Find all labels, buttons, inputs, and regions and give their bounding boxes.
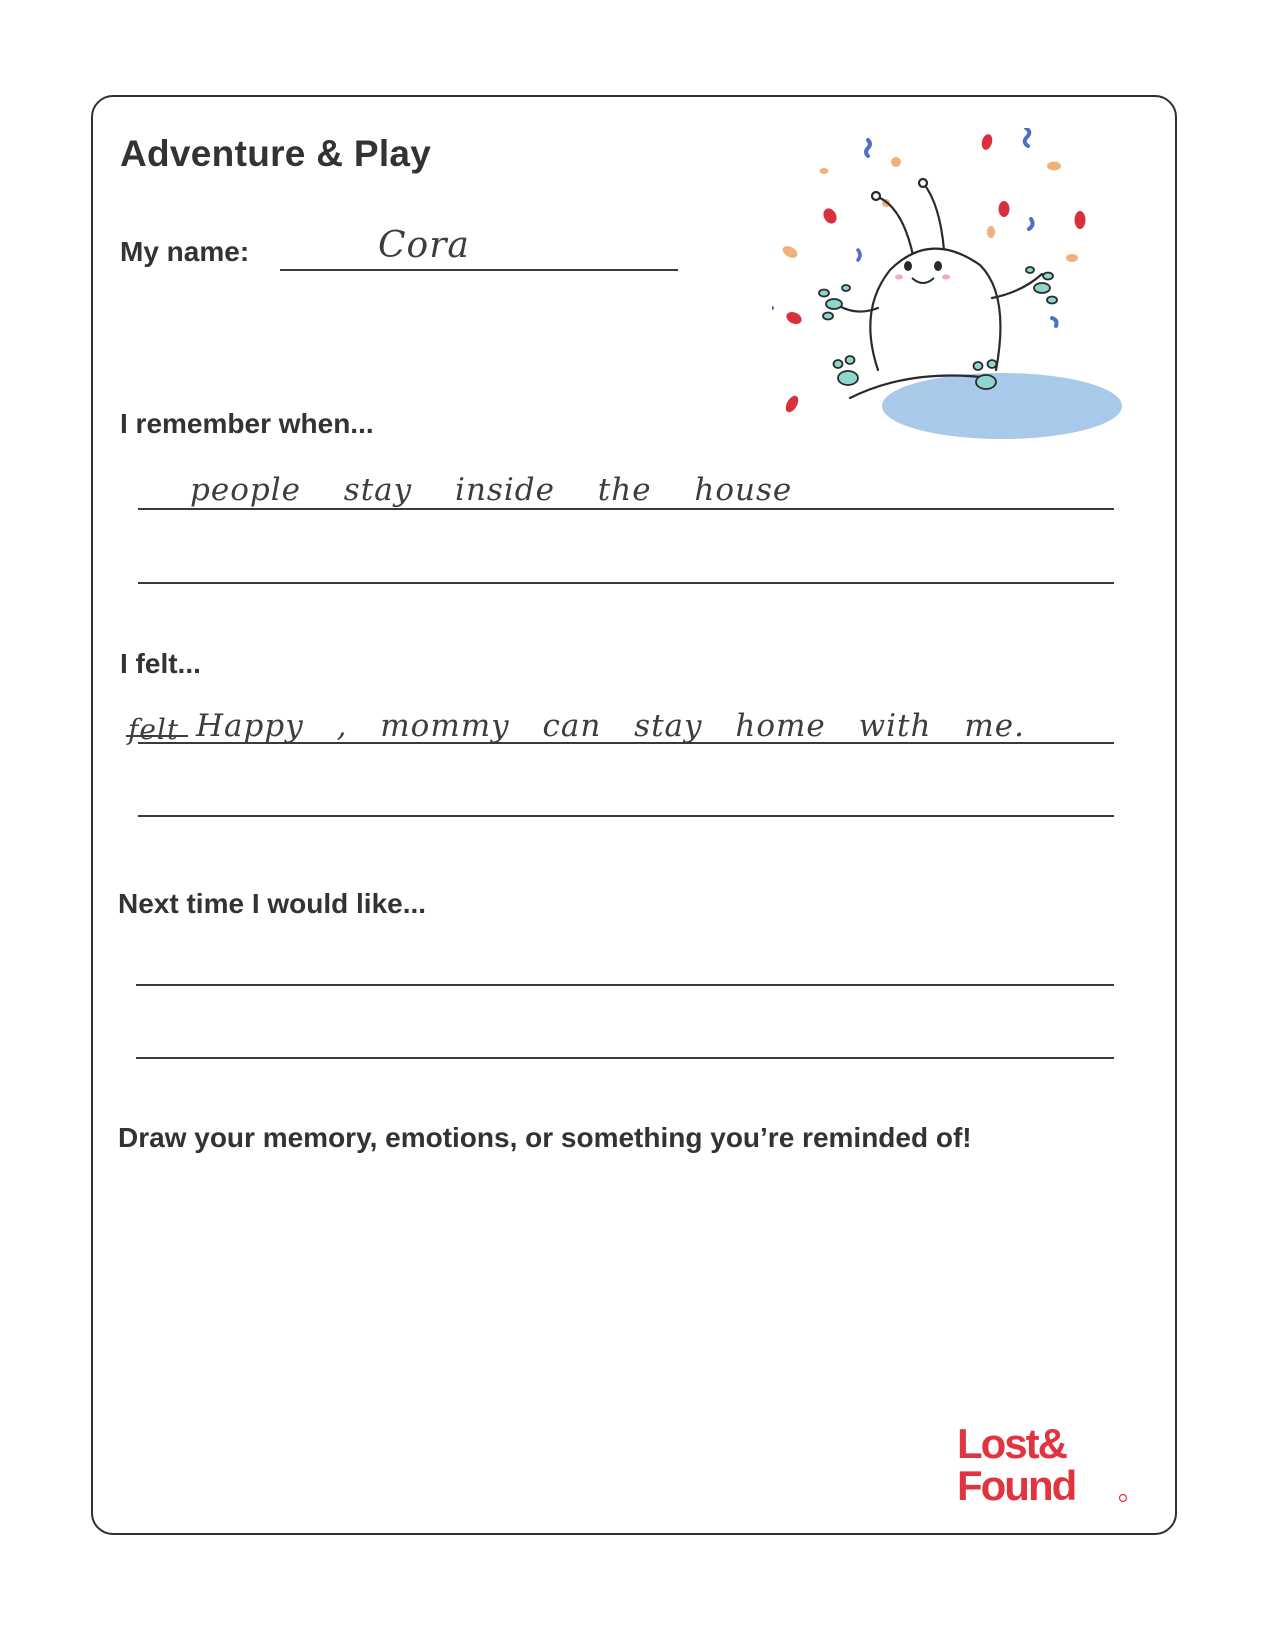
next-time-label: Next time I would like...: [118, 888, 427, 919]
name-line: [280, 269, 678, 271]
remember-line-1: [138, 508, 1114, 510]
logo-text: [955, 1420, 1130, 1510]
felt-label: I felt...: [120, 648, 201, 679]
remember-line-2: [138, 582, 1114, 584]
svg-text:Lost&: Lost&: [957, 1420, 1066, 1467]
next-line-1: [136, 984, 1114, 986]
felt-struck-word: felt: [128, 713, 180, 746]
felt-answer: Happy , mommy can stay home with me.: [196, 708, 1025, 744]
svg-text:Found: Found: [957, 1462, 1076, 1509]
felt-strikethrough: [126, 735, 188, 737]
felt-line-1: [138, 742, 1114, 744]
felt-line-2: [138, 815, 1114, 817]
name-value: Cora: [378, 225, 470, 266]
confetti-creature-icon: [772, 128, 1134, 446]
name-label: My name:: [120, 236, 250, 267]
worksheet-title: Adventure & Play: [120, 133, 432, 174]
next-line-2: [136, 1057, 1114, 1059]
remember-answer: people stay inside the house: [190, 472, 793, 508]
remember-label: I remember when...: [120, 408, 374, 439]
lost-and-found-logo: [955, 1420, 1130, 1510]
draw-prompt: Draw your memory, emotions, or something you’re reminded of!: [118, 1122, 972, 1153]
